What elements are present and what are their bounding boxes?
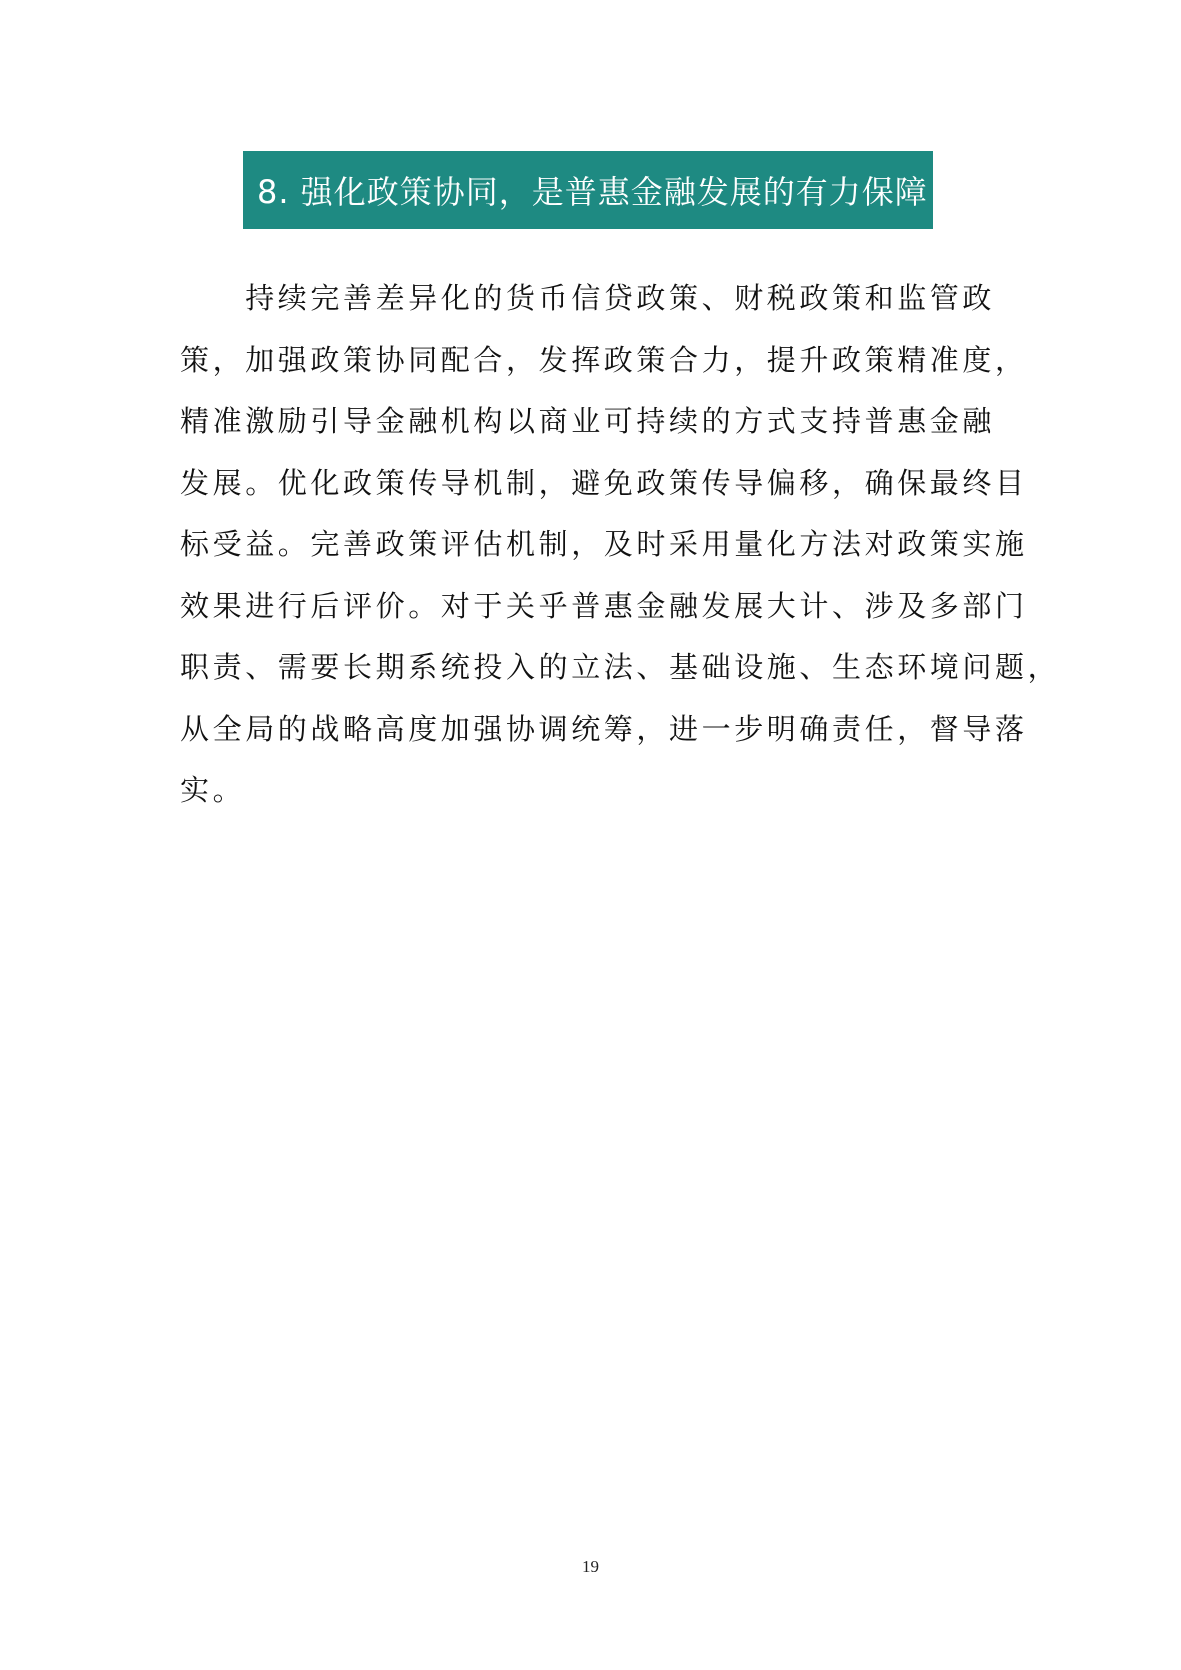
body-line: 效果进行后评价。对于关乎普惠金融发展大计、涉及多部门 (180, 588, 1028, 623)
body-line: 策，加强政策协同配合，发挥政策合力，提升政策精准度， (180, 342, 1028, 377)
section-heading-banner (243, 151, 933, 229)
body-paragraph (180, 268, 1061, 822)
body-line: 实。 (180, 773, 246, 807)
body-line: 持续完善差异化的货币信贷政策、财税政策和监管政 (180, 281, 996, 315)
body-line: 从全局的战略高度加强协调统筹，进一步明确责任，督导落 (180, 711, 1028, 746)
section-title: 8. 强化政策协同，是普惠金融发展的有力保障 (257, 173, 928, 211)
body-line: 职责、需要长期系统投入的立法、基础设施、生态环境问题， (180, 650, 1061, 684)
page-number: 19 (582, 1557, 599, 1576)
body-line: 发展。优化政策传导机制，避免政策传导偏移，确保最终目 (180, 465, 1028, 500)
body-line: 精准激励引导金融机构以商业可持续的方式支持普惠金融 (180, 404, 996, 438)
body-line: 标受益。完善政策评估机制，及时采用量化方法对政策实施 (180, 527, 1028, 561)
